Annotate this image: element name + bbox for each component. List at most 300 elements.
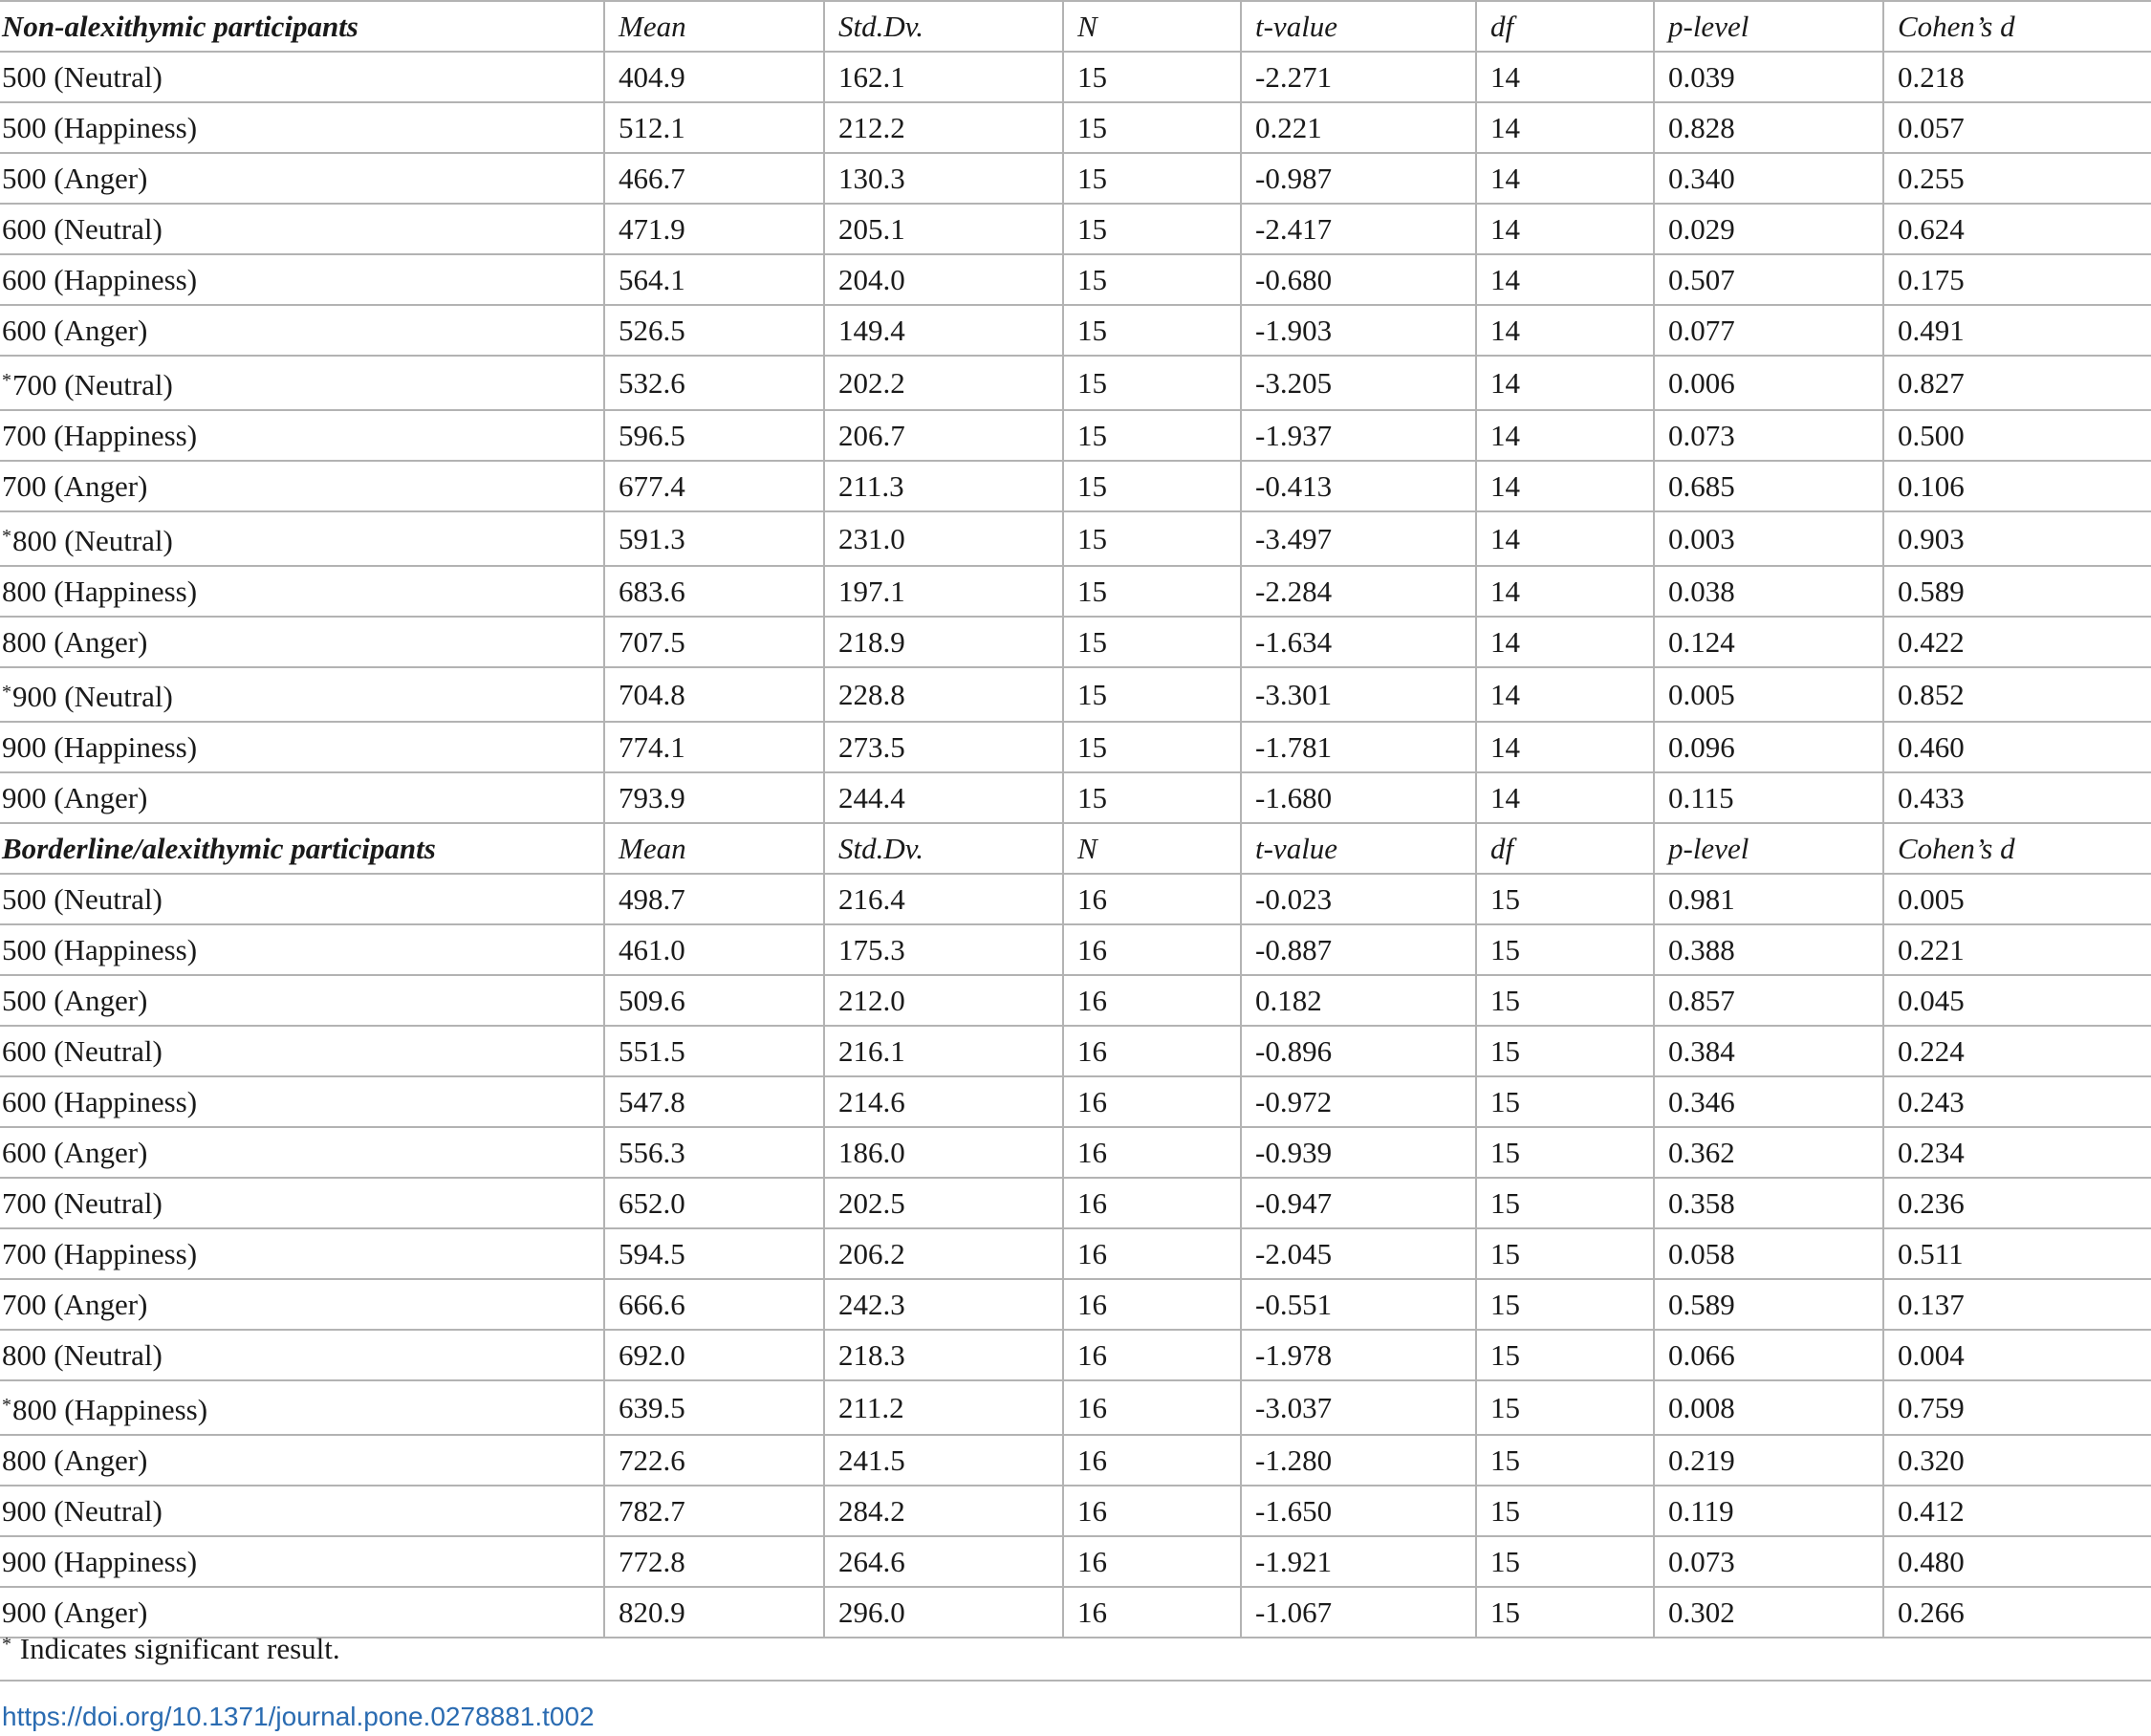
row-label-cell bbox=[0, 410, 604, 461]
row-label-cell bbox=[0, 511, 604, 566]
table-cell: -0.551 bbox=[1241, 1279, 1476, 1330]
table-cell: 0.006 bbox=[1654, 356, 1883, 410]
row-label: 500 (Neutral) bbox=[2, 882, 163, 916]
table-cell: 0.759 bbox=[1883, 1380, 2151, 1435]
table-cell: 16 bbox=[1063, 975, 1241, 1026]
table-cell: -0.987 bbox=[1241, 153, 1476, 204]
table-cell: 591.3 bbox=[604, 511, 824, 566]
table-cell: 0.077 bbox=[1654, 305, 1883, 356]
table-cell: 15 bbox=[1476, 1076, 1654, 1127]
table-cell: -1.978 bbox=[1241, 1330, 1476, 1380]
column-header: t-value bbox=[1241, 1, 1476, 52]
table-cell: 202.2 bbox=[824, 356, 1063, 410]
table-cell: 15 bbox=[1063, 102, 1241, 153]
table-cell: 15 bbox=[1063, 356, 1241, 410]
table-row bbox=[0, 566, 2151, 617]
table-row bbox=[0, 52, 2151, 102]
table-cell: 0.491 bbox=[1883, 305, 2151, 356]
row-label-cell bbox=[0, 1536, 604, 1587]
table-row bbox=[0, 1279, 2151, 1330]
table-cell: 0.852 bbox=[1883, 667, 2151, 722]
table-cell: 774.1 bbox=[604, 722, 824, 772]
row-label-cell bbox=[0, 305, 604, 356]
table-cell: 0.412 bbox=[1883, 1486, 2151, 1536]
table-cell: 526.5 bbox=[604, 305, 824, 356]
row-label-cell bbox=[0, 204, 604, 254]
table-cell: 15 bbox=[1063, 204, 1241, 254]
table-cell: 772.8 bbox=[604, 1536, 824, 1587]
table-row bbox=[0, 204, 2151, 254]
table-cell: 15 bbox=[1476, 1435, 1654, 1486]
table-cell: -1.781 bbox=[1241, 722, 1476, 772]
row-label: 800 (Happiness) bbox=[12, 1393, 208, 1426]
table-cell: 0.005 bbox=[1883, 874, 2151, 924]
table-row bbox=[0, 461, 2151, 511]
row-label: 500 (Happiness) bbox=[2, 111, 198, 144]
table-cell: 0.827 bbox=[1883, 356, 2151, 410]
table-cell: -0.947 bbox=[1241, 1178, 1476, 1228]
row-label: 800 (Neutral) bbox=[2, 1338, 163, 1372]
table-cell: 15 bbox=[1063, 667, 1241, 722]
table-cell: 0.511 bbox=[1883, 1228, 2151, 1279]
row-label-cell bbox=[0, 52, 604, 102]
table-cell: 16 bbox=[1063, 1228, 1241, 1279]
table-cell: 0.124 bbox=[1654, 617, 1883, 667]
table-row bbox=[0, 924, 2151, 975]
table-cell: 0.008 bbox=[1654, 1380, 1883, 1435]
doi-link[interactable]: https://doi.org/10.1371/journal.pone.0278881.t002 bbox=[2, 1702, 595, 1731]
table-cell: -1.680 bbox=[1241, 772, 1476, 823]
table-cell: 707.5 bbox=[604, 617, 824, 667]
row-label: 700 (Anger) bbox=[2, 1288, 148, 1321]
row-label-cell bbox=[0, 1228, 604, 1279]
table-cell: 0.219 bbox=[1654, 1435, 1883, 1486]
table-cell: 15 bbox=[1476, 1228, 1654, 1279]
table-cell: 14 bbox=[1476, 410, 1654, 461]
table-cell: 820.9 bbox=[604, 1587, 824, 1638]
table-cell: 15 bbox=[1476, 1536, 1654, 1587]
row-label: 800 (Anger) bbox=[2, 1443, 148, 1477]
row-label: 900 (Happiness) bbox=[2, 1545, 198, 1578]
table-cell: 564.1 bbox=[604, 254, 824, 305]
table-row bbox=[0, 102, 2151, 153]
table-row bbox=[0, 1228, 2151, 1279]
table-cell: -0.413 bbox=[1241, 461, 1476, 511]
row-label: 800 (Neutral) bbox=[12, 524, 173, 557]
table-cell: 466.7 bbox=[604, 153, 824, 204]
row-label-cell bbox=[0, 1380, 604, 1435]
row-label-cell bbox=[0, 566, 604, 617]
table-cell: 16 bbox=[1063, 1076, 1241, 1127]
row-label: 800 (Happiness) bbox=[2, 575, 198, 608]
table-cell: 15 bbox=[1476, 975, 1654, 1026]
table-cell: 218.3 bbox=[824, 1330, 1063, 1380]
column-header: Std.Dv. bbox=[824, 1, 1063, 52]
table-cell: 15 bbox=[1063, 410, 1241, 461]
significance-marker: * bbox=[2, 526, 11, 547]
table-cell: 0.234 bbox=[1883, 1127, 2151, 1178]
row-label: 900 (Anger) bbox=[2, 1595, 148, 1629]
table-cell: 0.340 bbox=[1654, 153, 1883, 204]
table-cell: 218.9 bbox=[824, 617, 1063, 667]
table-row bbox=[0, 511, 2151, 566]
row-label: 600 (Happiness) bbox=[2, 263, 198, 296]
table-row bbox=[0, 305, 2151, 356]
row-label-cell bbox=[0, 1279, 604, 1330]
table-cell: 244.4 bbox=[824, 772, 1063, 823]
column-header: t-value bbox=[1241, 823, 1476, 874]
table-cell: 0.903 bbox=[1883, 511, 2151, 566]
row-label: 500 (Anger) bbox=[2, 162, 148, 195]
table-row bbox=[0, 1026, 2151, 1076]
table-cell: 14 bbox=[1476, 254, 1654, 305]
column-header: N bbox=[1063, 823, 1241, 874]
table-cell: 0.182 bbox=[1241, 975, 1476, 1026]
row-label-cell bbox=[0, 1026, 604, 1076]
table-cell: -0.939 bbox=[1241, 1127, 1476, 1178]
table-cell: -2.271 bbox=[1241, 52, 1476, 102]
table-cell: -2.417 bbox=[1241, 204, 1476, 254]
table-cell: -0.023 bbox=[1241, 874, 1476, 924]
table-cell: 16 bbox=[1063, 1127, 1241, 1178]
table-cell: 532.6 bbox=[604, 356, 824, 410]
table-cell: 722.6 bbox=[604, 1435, 824, 1486]
footer-divider bbox=[0, 1680, 2151, 1682]
table-cell: 0.589 bbox=[1883, 566, 2151, 617]
table-cell: 15 bbox=[1476, 1587, 1654, 1638]
table-cell: 14 bbox=[1476, 511, 1654, 566]
table-cell: 14 bbox=[1476, 667, 1654, 722]
table-cell: 15 bbox=[1476, 1127, 1654, 1178]
table-cell: -1.903 bbox=[1241, 305, 1476, 356]
row-label-cell bbox=[0, 722, 604, 772]
table-cell: 130.3 bbox=[824, 153, 1063, 204]
table-cell: 15 bbox=[1476, 1380, 1654, 1435]
table-cell: 704.8 bbox=[604, 667, 824, 722]
table-cell: 216.1 bbox=[824, 1026, 1063, 1076]
table-row bbox=[0, 254, 2151, 305]
table-cell: 0.038 bbox=[1654, 566, 1883, 617]
table-cell: 639.5 bbox=[604, 1380, 824, 1435]
table-cell: 0.358 bbox=[1654, 1178, 1883, 1228]
table-cell: 0.624 bbox=[1883, 204, 2151, 254]
footnote-marker: * bbox=[2, 1634, 11, 1655]
row-label-cell bbox=[0, 461, 604, 511]
results-table-body bbox=[0, 1, 2151, 1638]
table-cell: 16 bbox=[1063, 1279, 1241, 1330]
table-cell: 0.460 bbox=[1883, 722, 2151, 772]
table-cell: 692.0 bbox=[604, 1330, 824, 1380]
row-label: 500 (Happiness) bbox=[2, 933, 198, 966]
table-cell: -3.205 bbox=[1241, 356, 1476, 410]
table-cell: 666.6 bbox=[604, 1279, 824, 1330]
table-cell: 15 bbox=[1063, 617, 1241, 667]
table-cell: 149.4 bbox=[824, 305, 1063, 356]
table-cell: 0.221 bbox=[1241, 102, 1476, 153]
table-cell: 15 bbox=[1476, 1486, 1654, 1536]
table-cell: 186.0 bbox=[824, 1127, 1063, 1178]
row-label-cell bbox=[0, 667, 604, 722]
table-cell: -1.650 bbox=[1241, 1486, 1476, 1536]
table-row bbox=[0, 1536, 2151, 1587]
table-cell: 677.4 bbox=[604, 461, 824, 511]
significance-marker: * bbox=[2, 682, 11, 703]
table-cell: 242.3 bbox=[824, 1279, 1063, 1330]
table-row bbox=[0, 975, 2151, 1026]
table-cell: 0.005 bbox=[1654, 667, 1883, 722]
table-cell: 175.3 bbox=[824, 924, 1063, 975]
row-label-cell bbox=[0, 254, 604, 305]
table-cell: 0.004 bbox=[1883, 1330, 2151, 1380]
table-cell: 205.1 bbox=[824, 204, 1063, 254]
table-cell: 284.2 bbox=[824, 1486, 1063, 1536]
table-cell: 0.119 bbox=[1654, 1486, 1883, 1536]
table-cell: 0.106 bbox=[1883, 461, 2151, 511]
table-cell: -2.284 bbox=[1241, 566, 1476, 617]
table-cell: 15 bbox=[1476, 924, 1654, 975]
table-cell: 15 bbox=[1476, 1178, 1654, 1228]
table-cell: 16 bbox=[1063, 1330, 1241, 1380]
row-label-cell bbox=[0, 874, 604, 924]
table-cell: 15 bbox=[1063, 254, 1241, 305]
row-label-cell bbox=[0, 153, 604, 204]
row-label: 800 (Anger) bbox=[2, 625, 148, 659]
table-cell: 0.981 bbox=[1654, 874, 1883, 924]
table-cell: 14 bbox=[1476, 204, 1654, 254]
table-cell: 0.857 bbox=[1654, 975, 1883, 1026]
table-row bbox=[0, 772, 2151, 823]
table-cell: 0.224 bbox=[1883, 1026, 2151, 1076]
column-header: N bbox=[1063, 1, 1241, 52]
column-header: Mean bbox=[604, 1, 824, 52]
row-label: 600 (Anger) bbox=[2, 314, 148, 347]
table-cell: 16 bbox=[1063, 874, 1241, 924]
row-label: 600 (Neutral) bbox=[2, 1034, 163, 1068]
column-header: df bbox=[1476, 823, 1654, 874]
table-cell: 241.5 bbox=[824, 1435, 1063, 1486]
table-cell: 0.057 bbox=[1883, 102, 2151, 153]
table-cell: 264.6 bbox=[824, 1536, 1063, 1587]
table-cell: 204.0 bbox=[824, 254, 1063, 305]
table-cell: 206.7 bbox=[824, 410, 1063, 461]
column-header: p-level bbox=[1654, 1, 1883, 52]
row-label: 500 (Anger) bbox=[2, 984, 148, 1017]
footnote-text: Indicates significant result. bbox=[12, 1632, 340, 1665]
table-cell: 0.066 bbox=[1654, 1330, 1883, 1380]
table-cell: 15 bbox=[1063, 461, 1241, 511]
table-cell: 15 bbox=[1063, 305, 1241, 356]
table-cell: -1.280 bbox=[1241, 1435, 1476, 1486]
table-cell: 211.3 bbox=[824, 461, 1063, 511]
column-header: Cohen’s d bbox=[1883, 1, 2151, 52]
table-cell: 15 bbox=[1476, 1330, 1654, 1380]
table-cell: 0.115 bbox=[1654, 772, 1883, 823]
table-cell: 594.5 bbox=[604, 1228, 824, 1279]
row-label: 500 (Neutral) bbox=[2, 60, 163, 94]
table-cell: 0.073 bbox=[1654, 410, 1883, 461]
table-cell: 596.5 bbox=[604, 410, 824, 461]
table-cell: 0.175 bbox=[1883, 254, 2151, 305]
table-cell: 547.8 bbox=[604, 1076, 824, 1127]
table-cell: 16 bbox=[1063, 1435, 1241, 1486]
table-cell: 404.9 bbox=[604, 52, 824, 102]
table-cell: 16 bbox=[1063, 924, 1241, 975]
row-label-cell bbox=[0, 1127, 604, 1178]
row-label-cell bbox=[0, 1486, 604, 1536]
table-cell: -0.680 bbox=[1241, 254, 1476, 305]
table-cell: 556.3 bbox=[604, 1127, 824, 1178]
table-cell: 0.422 bbox=[1883, 617, 2151, 667]
row-label-cell bbox=[0, 1178, 604, 1228]
table-cell: 15 bbox=[1063, 566, 1241, 617]
table-cell: 0.255 bbox=[1883, 153, 2151, 204]
table-cell: 16 bbox=[1063, 1178, 1241, 1228]
table-cell: 273.5 bbox=[824, 722, 1063, 772]
table-cell: 0.266 bbox=[1883, 1587, 2151, 1638]
table-row bbox=[0, 722, 2151, 772]
table-cell: 471.9 bbox=[604, 204, 824, 254]
table-cell: -1.937 bbox=[1241, 410, 1476, 461]
table-row bbox=[0, 1435, 2151, 1486]
table-cell: 0.029 bbox=[1654, 204, 1883, 254]
table-cell: 0.221 bbox=[1883, 924, 2151, 975]
table-cell: 683.6 bbox=[604, 566, 824, 617]
table-cell: 461.0 bbox=[604, 924, 824, 975]
table-row bbox=[0, 1076, 2151, 1127]
table-cell: 512.1 bbox=[604, 102, 824, 153]
table-cell: 0.685 bbox=[1654, 461, 1883, 511]
table-cell: -0.896 bbox=[1241, 1026, 1476, 1076]
table-cell: 0.433 bbox=[1883, 772, 2151, 823]
table-cell: -0.887 bbox=[1241, 924, 1476, 975]
table-row bbox=[0, 667, 2151, 722]
table-cell: 551.5 bbox=[604, 1026, 824, 1076]
table-cell: 0.218 bbox=[1883, 52, 2151, 102]
table-cell: 296.0 bbox=[824, 1587, 1063, 1638]
table-cell: 509.6 bbox=[604, 975, 824, 1026]
table-cell: 0.388 bbox=[1654, 924, 1883, 975]
table-row bbox=[0, 1486, 2151, 1536]
table-cell: 197.1 bbox=[824, 566, 1063, 617]
table-cell: 0.096 bbox=[1654, 722, 1883, 772]
table-cell: 14 bbox=[1476, 153, 1654, 204]
table-cell: 0.137 bbox=[1883, 1279, 2151, 1330]
table-row bbox=[0, 1330, 2151, 1380]
table-cell: 211.2 bbox=[824, 1380, 1063, 1435]
table-cell: 14 bbox=[1476, 566, 1654, 617]
table-cell: 15 bbox=[1476, 1279, 1654, 1330]
significance-marker: * bbox=[2, 1395, 11, 1416]
table-cell: 16 bbox=[1063, 1380, 1241, 1435]
column-header: Mean bbox=[604, 823, 824, 874]
row-label: 600 (Anger) bbox=[2, 1136, 148, 1169]
table-cell: 782.7 bbox=[604, 1486, 824, 1536]
table-cell: -3.301 bbox=[1241, 667, 1476, 722]
table-cell: -1.634 bbox=[1241, 617, 1476, 667]
row-label-cell bbox=[0, 772, 604, 823]
table-cell: -3.037 bbox=[1241, 1380, 1476, 1435]
row-label-cell bbox=[0, 975, 604, 1026]
row-label: 700 (Neutral) bbox=[2, 1186, 163, 1220]
table-cell: 15 bbox=[1063, 722, 1241, 772]
table-cell: 16 bbox=[1063, 1587, 1241, 1638]
table-cell: -1.067 bbox=[1241, 1587, 1476, 1638]
table-cell: 0.045 bbox=[1883, 975, 2151, 1026]
table-cell: 15 bbox=[1476, 874, 1654, 924]
table-cell: 0.302 bbox=[1654, 1587, 1883, 1638]
table-cell: 14 bbox=[1476, 461, 1654, 511]
table-cell: 14 bbox=[1476, 305, 1654, 356]
table-cell: 14 bbox=[1476, 356, 1654, 410]
table-cell: 0.828 bbox=[1654, 102, 1883, 153]
table-cell: 14 bbox=[1476, 102, 1654, 153]
table-cell: 214.6 bbox=[824, 1076, 1063, 1127]
table-cell: 16 bbox=[1063, 1486, 1241, 1536]
table-cell: 0.589 bbox=[1654, 1279, 1883, 1330]
group-title: Borderline/alexithymic participants bbox=[0, 823, 604, 874]
table-cell: 0.346 bbox=[1654, 1076, 1883, 1127]
table-cell: 0.507 bbox=[1654, 254, 1883, 305]
table-cell: 202.5 bbox=[824, 1178, 1063, 1228]
table-cell: 0.058 bbox=[1654, 1228, 1883, 1279]
table-cell: 16 bbox=[1063, 1536, 1241, 1587]
table-cell: 0.243 bbox=[1883, 1076, 2151, 1127]
table-cell: -0.972 bbox=[1241, 1076, 1476, 1127]
table-cell: 0.073 bbox=[1654, 1536, 1883, 1587]
table-row bbox=[0, 410, 2151, 461]
table-row bbox=[0, 617, 2151, 667]
table-cell: 14 bbox=[1476, 772, 1654, 823]
table-row bbox=[0, 1127, 2151, 1178]
row-label: 900 (Happiness) bbox=[2, 730, 198, 764]
row-label: 900 (Neutral) bbox=[12, 680, 173, 713]
table-row bbox=[0, 874, 2151, 924]
table-cell: 0.003 bbox=[1654, 511, 1883, 566]
table-cell: 206.2 bbox=[824, 1228, 1063, 1279]
table-row bbox=[0, 1380, 2151, 1435]
table-row bbox=[0, 356, 2151, 410]
group-header-row bbox=[0, 1, 2151, 52]
table-cell: 652.0 bbox=[604, 1178, 824, 1228]
column-header: Std.Dv. bbox=[824, 823, 1063, 874]
row-label: 700 (Happiness) bbox=[2, 419, 198, 452]
table-cell: 793.9 bbox=[604, 772, 824, 823]
row-label: 900 (Neutral) bbox=[2, 1494, 163, 1528]
row-label: 600 (Happiness) bbox=[2, 1085, 198, 1118]
significance-marker: * bbox=[2, 370, 11, 391]
table-cell: 15 bbox=[1063, 772, 1241, 823]
table-cell: 498.7 bbox=[604, 874, 824, 924]
table-cell: 0.500 bbox=[1883, 410, 2151, 461]
row-label-cell bbox=[0, 1330, 604, 1380]
table-cell: 228.8 bbox=[824, 667, 1063, 722]
column-header: df bbox=[1476, 1, 1654, 52]
table-cell: 14 bbox=[1476, 52, 1654, 102]
table-cell: 0.384 bbox=[1654, 1026, 1883, 1076]
table-cell: 16 bbox=[1063, 1026, 1241, 1076]
table-cell: 15 bbox=[1063, 153, 1241, 204]
row-label: 700 (Anger) bbox=[2, 469, 148, 503]
table-cell: 15 bbox=[1063, 511, 1241, 566]
table-cell: 14 bbox=[1476, 617, 1654, 667]
table-cell: 15 bbox=[1063, 52, 1241, 102]
table-cell: 14 bbox=[1476, 722, 1654, 772]
table-cell: 216.4 bbox=[824, 874, 1063, 924]
table-cell: 0.039 bbox=[1654, 52, 1883, 102]
significance-footnote bbox=[2, 1625, 340, 1668]
table-cell: 0.320 bbox=[1883, 1435, 2151, 1486]
row-label: 600 (Neutral) bbox=[2, 212, 163, 246]
